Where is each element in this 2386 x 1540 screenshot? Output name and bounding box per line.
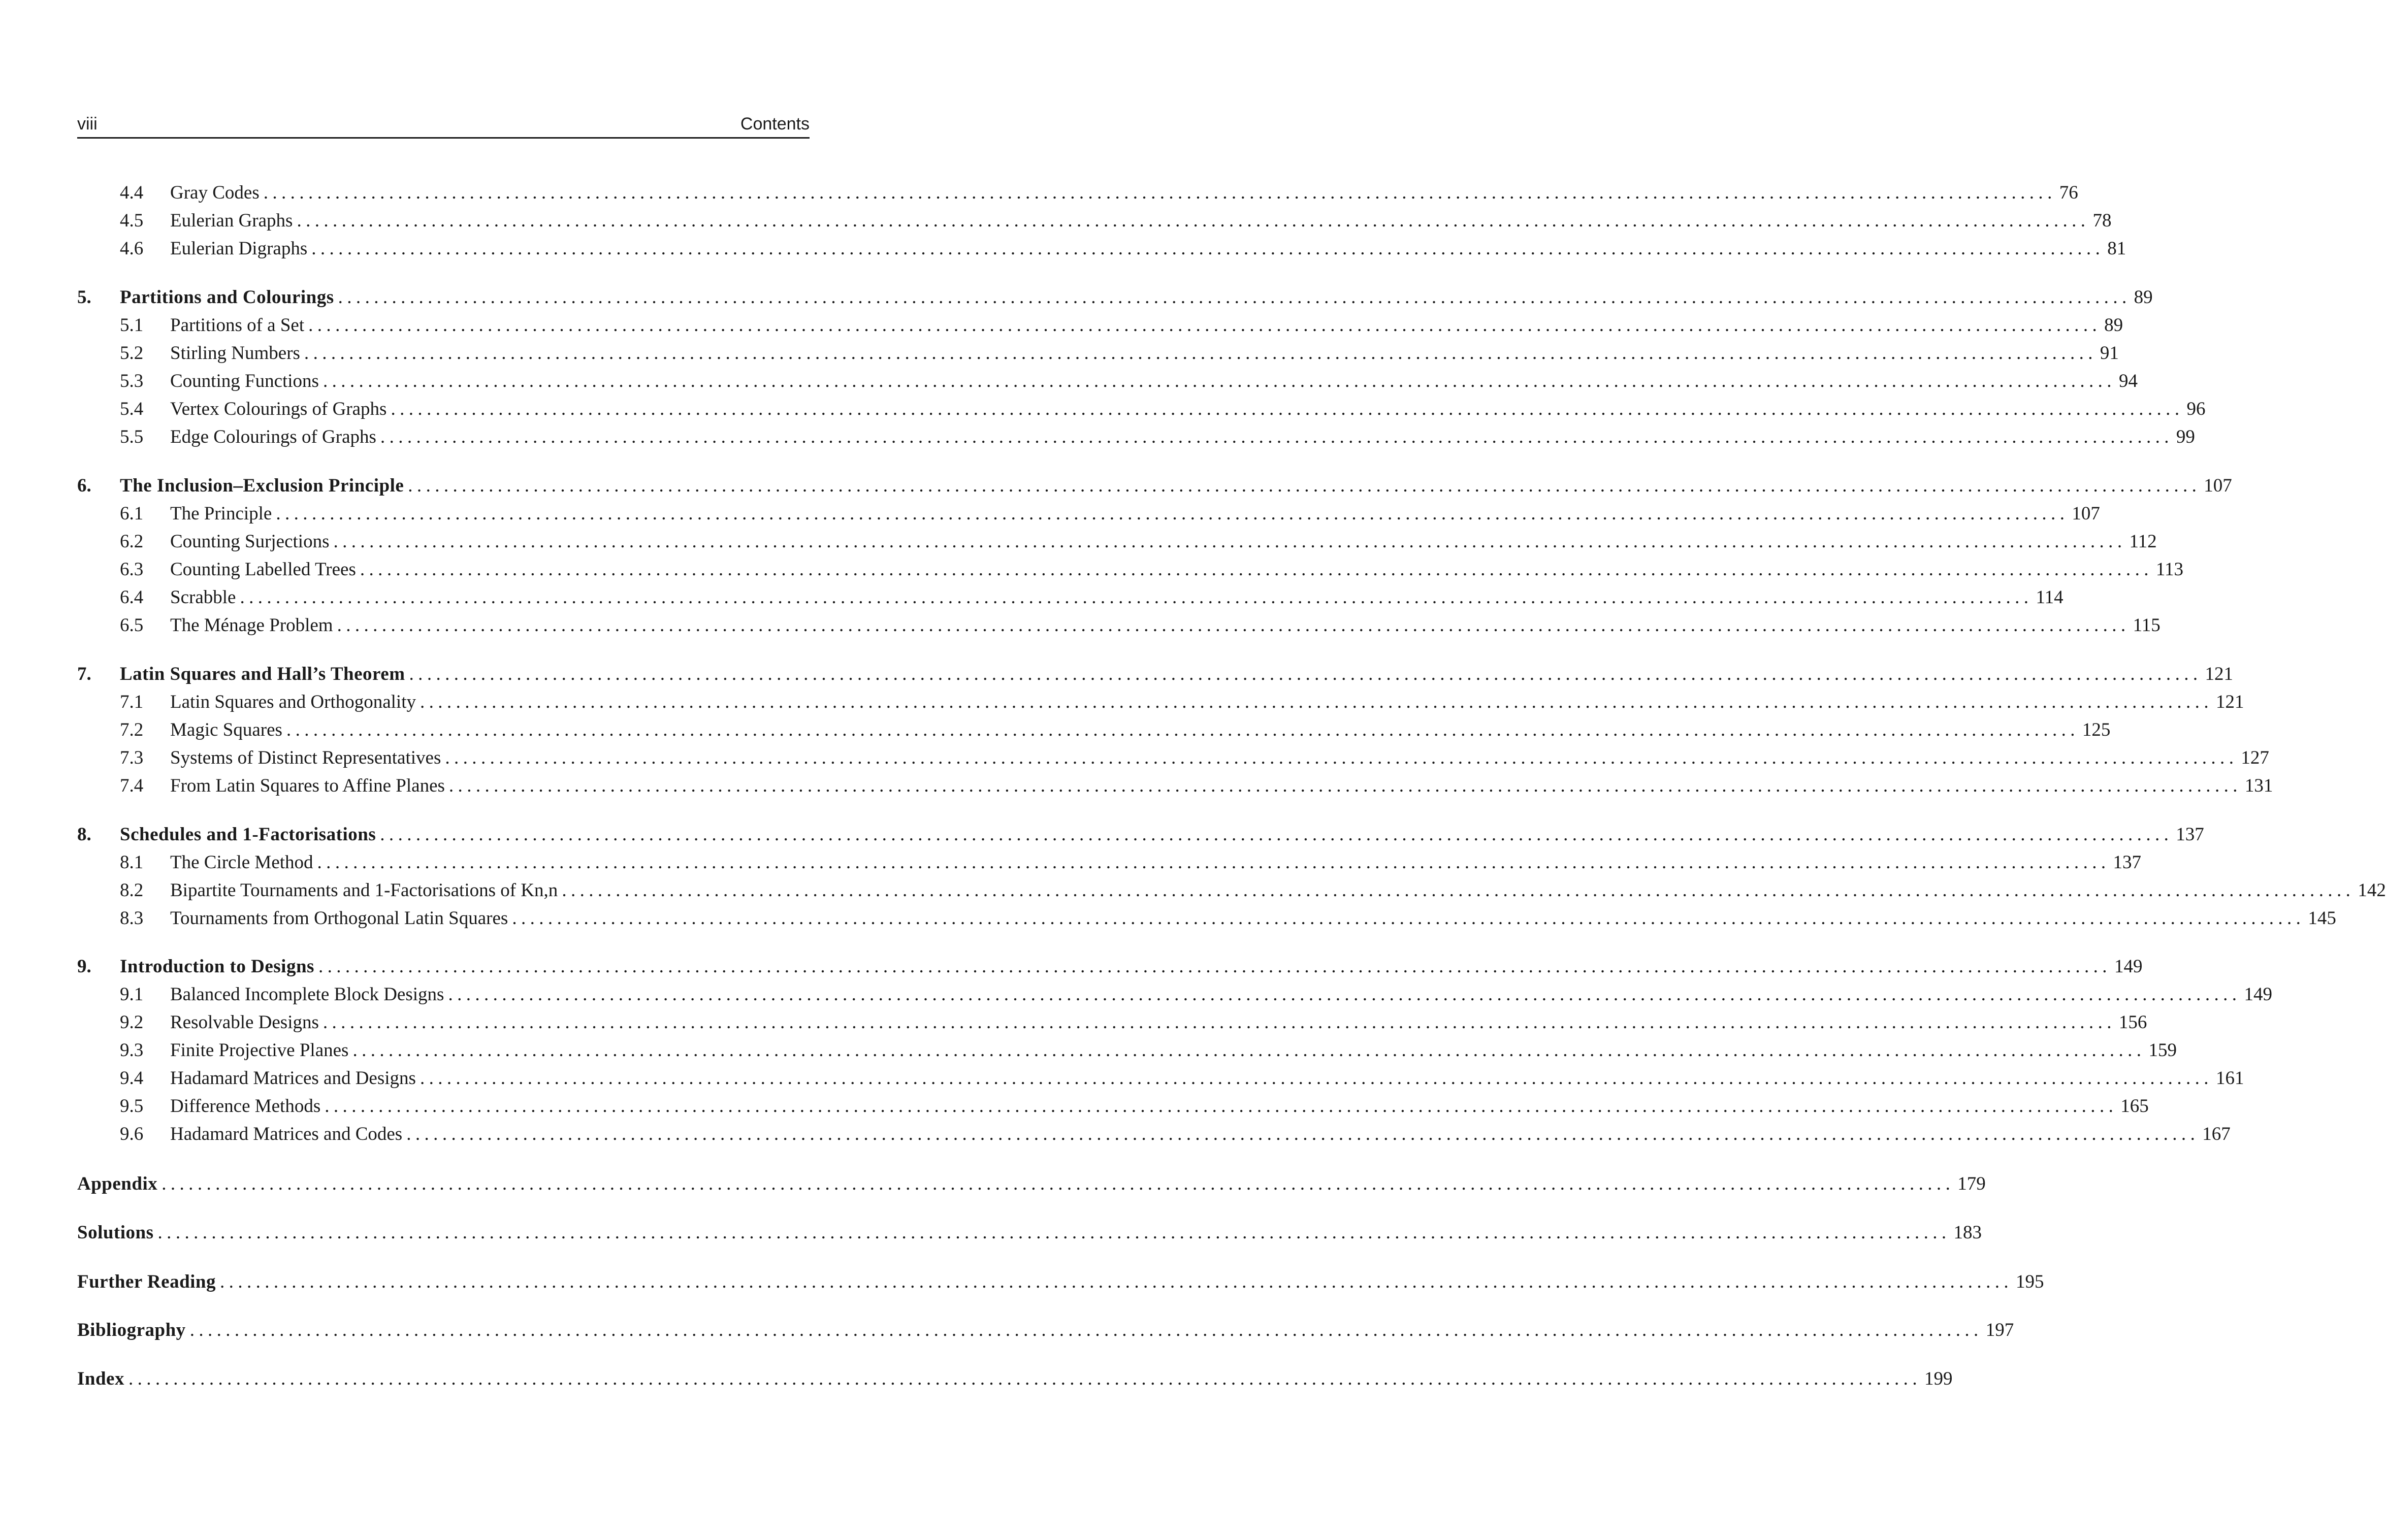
toc-entry-page-number: 127 bbox=[2241, 747, 2269, 768]
toc-entry-leader-line bbox=[170, 876, 2386, 904]
dot-leader: ........................................................................................................................................................................................................ bbox=[323, 1012, 2116, 1033]
toc-section-entry[interactable] bbox=[0, 235, 2126, 263]
toc-backmatter-entry[interactable] bbox=[0, 1316, 2014, 1344]
toc-section-entry[interactable] bbox=[0, 876, 2386, 904]
dot-leader: ........................................................................................................................................................................................................ bbox=[420, 692, 2213, 712]
toc-backmatter-entry[interactable] bbox=[0, 1219, 1982, 1247]
toc-entry-title: Gray Codes bbox=[170, 182, 260, 203]
toc-entry-title: Hadamard Matrices and Codes bbox=[170, 1124, 403, 1144]
toc-entry-leader-line bbox=[120, 821, 2204, 848]
toc-entry-leader-line bbox=[170, 555, 2184, 583]
toc-entry-number: 9. bbox=[77, 956, 91, 977]
dot-leader: ........................................................................................................................................................................................................ bbox=[445, 747, 2238, 768]
toc-entry-number: 6.1 bbox=[120, 503, 144, 524]
dot-leader: ........................................................................................................................................................................................................ bbox=[286, 719, 2079, 740]
toc-entry-number: 5.4 bbox=[120, 399, 144, 419]
toc-entry-title: Bibliography bbox=[77, 1320, 186, 1340]
dot-leader: ........................................................................................................................................................................................................ bbox=[220, 1271, 2013, 1292]
toc-entry-title: Hadamard Matrices and Designs bbox=[170, 1068, 416, 1089]
toc-entry-leader-line bbox=[170, 904, 2336, 932]
toc-entry-page-number: 179 bbox=[1957, 1173, 1986, 1194]
toc-chapter-entry[interactable] bbox=[0, 472, 2232, 500]
toc-section-entry[interactable] bbox=[0, 339, 2119, 367]
toc-entry-number: 6.5 bbox=[120, 615, 144, 636]
toc-section-entry[interactable] bbox=[0, 583, 2063, 611]
toc-section-entry[interactable] bbox=[0, 500, 2100, 528]
toc-entry-title: Scrabble bbox=[170, 587, 236, 608]
toc-entry-title: Eulerian Graphs bbox=[170, 210, 293, 231]
toc-backmatter-entry[interactable] bbox=[0, 1365, 1953, 1393]
toc-entry-page-number: 165 bbox=[2120, 1096, 2149, 1117]
running-title: Contents bbox=[740, 114, 810, 134]
toc-entry-number: 5.5 bbox=[120, 427, 144, 447]
toc-entry-page-number: 137 bbox=[2113, 852, 2142, 873]
dot-leader: ........................................................................................................................................................................................................ bbox=[297, 210, 2090, 231]
toc-section-entry[interactable] bbox=[0, 980, 2272, 1008]
dot-leader: ........................................................................................................................................................................................................ bbox=[391, 399, 2184, 419]
toc-entry-number: 4.4 bbox=[120, 182, 144, 203]
toc-entry-number: 6.4 bbox=[120, 587, 144, 608]
toc-entry-number: 5.1 bbox=[120, 315, 144, 336]
toc-entry-page-number: 159 bbox=[2148, 1040, 2177, 1061]
running-head bbox=[77, 113, 810, 137]
toc-entry-title: Counting Labelled Trees bbox=[170, 559, 356, 580]
toc-entry-number: 9.6 bbox=[120, 1124, 144, 1144]
dot-leader: ........................................................................................................................................................................................................ bbox=[409, 664, 2202, 684]
toc-entry-title: Further Reading bbox=[77, 1271, 216, 1292]
toc-chapter-entry[interactable] bbox=[0, 660, 2234, 688]
toc-entry-number: 7.1 bbox=[120, 692, 144, 712]
toc-entry-page-number: 149 bbox=[2244, 984, 2272, 1005]
toc-entry-title: Schedules and 1-Factorisations bbox=[120, 824, 376, 845]
toc-entry-leader-line bbox=[170, 367, 2138, 395]
toc-entry-number: 5.3 bbox=[120, 371, 144, 391]
toc-entry-leader-line bbox=[170, 311, 2123, 339]
toc-section-entry[interactable] bbox=[0, 772, 2273, 800]
toc-entry-page-number: 99 bbox=[2176, 427, 2195, 447]
toc-entry-title: From Latin Squares to Affine Planes bbox=[170, 775, 445, 796]
toc-entry-title: The Circle Method bbox=[170, 852, 313, 873]
toc-entry-leader-line bbox=[77, 1219, 1982, 1247]
toc-entry-number: 6.3 bbox=[120, 559, 144, 580]
toc-entry-leader-line bbox=[170, 772, 2273, 800]
toc-entry-page-number: 145 bbox=[2308, 908, 2336, 929]
dot-leader: ........................................................................................................................................................................................................ bbox=[311, 238, 2105, 259]
toc-entry-title: Edge Colourings of Graphs bbox=[170, 427, 376, 447]
toc-entry-page-number: 89 bbox=[2104, 315, 2123, 336]
dot-leader: ........................................................................................................................................................................................................ bbox=[333, 531, 2126, 552]
toc-section-entry[interactable] bbox=[0, 367, 2138, 395]
toc-section-entry[interactable] bbox=[0, 744, 2269, 772]
toc-entry-page-number: 107 bbox=[2072, 503, 2100, 524]
toc-entry-number: 6.2 bbox=[120, 531, 144, 552]
dot-leader: ........................................................................................................................................................................................................ bbox=[189, 1320, 1983, 1340]
toc-entry-leader-line bbox=[170, 583, 2063, 611]
toc-section-entry[interactable] bbox=[0, 1120, 2231, 1148]
toc-entry-number: 7.4 bbox=[120, 775, 144, 796]
toc-section-entry[interactable] bbox=[0, 179, 2078, 207]
toc-entry-title: Partitions and Colourings bbox=[120, 287, 334, 308]
toc-entry-page-number: 195 bbox=[2016, 1271, 2044, 1292]
toc-entry-page-number: 107 bbox=[2204, 475, 2232, 496]
page-folio: viii bbox=[77, 114, 98, 134]
toc-entry-leader-line bbox=[170, 179, 2078, 207]
toc-chapter-entry[interactable] bbox=[0, 283, 2153, 311]
toc-section-entry[interactable] bbox=[0, 555, 2184, 583]
toc-entry-leader-line bbox=[170, 1092, 2149, 1120]
toc-entry-number: 8. bbox=[77, 824, 91, 845]
toc-entry-leader-line bbox=[170, 395, 2206, 423]
dot-leader: ........................................................................................................................................................................................................ bbox=[380, 427, 2173, 447]
dot-leader: ........................................................................................................................................................................................................ bbox=[128, 1368, 1921, 1389]
toc-entry-page-number: 114 bbox=[2036, 587, 2063, 608]
toc-entry-page-number: 115 bbox=[2133, 615, 2161, 636]
toc-entry-number: 8.2 bbox=[120, 880, 144, 901]
toc-entry-title: Counting Functions bbox=[170, 371, 319, 391]
toc-entry-leader-line bbox=[170, 1120, 2231, 1148]
toc-entry-page-number: 94 bbox=[2118, 371, 2138, 391]
toc-entry-number: 9.4 bbox=[120, 1068, 144, 1089]
toc-entry-title: Introduction to Designs bbox=[120, 956, 314, 977]
toc-section-entry[interactable] bbox=[0, 207, 2112, 235]
dot-leader: ........................................................................................................................................................................................................ bbox=[352, 1040, 2146, 1061]
toc-entry-page-number: 161 bbox=[2215, 1068, 2244, 1089]
dot-leader: ........................................................................................................................................................................................................ bbox=[304, 343, 2097, 364]
toc-entry-number: 7.2 bbox=[120, 719, 144, 740]
toc-entry-number: 4.6 bbox=[120, 238, 144, 259]
dot-leader: ........................................................................................................................................................................................................ bbox=[308, 315, 2102, 336]
toc-entry-number: 9.2 bbox=[120, 1012, 144, 1033]
toc-entry-page-number: 96 bbox=[2186, 399, 2206, 419]
toc-entry-number: 4.5 bbox=[120, 210, 144, 231]
toc-chapter-entry[interactable] bbox=[0, 953, 2143, 980]
toc-chapter-entry[interactable] bbox=[0, 821, 2204, 848]
dot-leader: ........................................................................................................................................................................................................ bbox=[380, 824, 2173, 845]
toc-entry-page-number: 121 bbox=[2215, 692, 2244, 712]
dot-leader: ........................................................................................................................................................................................................ bbox=[512, 908, 2305, 929]
toc-section-entry[interactable] bbox=[0, 904, 2336, 932]
toc-entry-title: Systems of Distinct Representatives bbox=[170, 747, 441, 768]
toc-entry-page-number: 113 bbox=[2155, 559, 2184, 580]
dot-leader: ........................................................................................................................................................................................................ bbox=[263, 182, 2056, 203]
toc-backmatter-entry[interactable] bbox=[0, 1268, 2044, 1296]
dot-leader: ........................................................................................................................................................................................................ bbox=[276, 503, 2069, 524]
toc-entry-page-number: 197 bbox=[1985, 1320, 2014, 1340]
header-rule bbox=[77, 137, 810, 139]
toc-entry-title: Finite Projective Planes bbox=[170, 1040, 349, 1061]
toc-entry-title: The Ménage Problem bbox=[170, 615, 333, 636]
toc-entry-title: Latin Squares and Orthogonality bbox=[170, 692, 416, 712]
dot-leader: ........................................................................................................................................................................................................ bbox=[325, 1096, 2118, 1117]
toc-section-entry[interactable] bbox=[0, 1064, 2244, 1092]
toc-entry-page-number: 76 bbox=[2059, 182, 2078, 203]
toc-entry-title: Stirling Numbers bbox=[170, 343, 300, 364]
toc-section-entry[interactable] bbox=[0, 528, 2157, 555]
dot-leader: ........................................................................................................................................................................................................ bbox=[408, 475, 2201, 496]
toc-entry-page-number: 125 bbox=[2082, 719, 2111, 740]
toc-entry-number: 7.3 bbox=[120, 747, 144, 768]
toc-section-entry[interactable] bbox=[0, 611, 2161, 639]
toc-backmatter-entry[interactable] bbox=[0, 1170, 1986, 1198]
toc-entry-leader-line bbox=[120, 472, 2232, 500]
toc-entry-title: Counting Surjections bbox=[170, 531, 330, 552]
toc-entry-leader-line bbox=[170, 688, 2244, 716]
toc-entry-leader-line bbox=[77, 1316, 2014, 1344]
dot-leader: ........................................................................................................................................................................................................ bbox=[448, 775, 2242, 796]
dot-leader: ........................................................................................................................................................................................................ bbox=[157, 1222, 1951, 1243]
toc-entry-page-number: 78 bbox=[2092, 210, 2112, 231]
toc-entry-number: 5. bbox=[77, 287, 91, 308]
toc-section-entry[interactable] bbox=[0, 423, 2195, 451]
toc-section-entry[interactable] bbox=[0, 1036, 2177, 1064]
toc-entry-leader-line bbox=[120, 953, 2143, 980]
toc-entry-title: Magic Squares bbox=[170, 719, 282, 740]
toc-entry-title: Bipartite Tournaments and 1-Factorisations of Kn,n bbox=[170, 880, 558, 901]
toc-entry-leader-line bbox=[120, 283, 2153, 311]
toc-entry-number: 9.3 bbox=[120, 1040, 144, 1061]
toc-entry-title: Vertex Colourings of Graphs bbox=[170, 399, 387, 419]
toc-entry-leader-line bbox=[170, 207, 2112, 235]
toc-entry-title: Index bbox=[77, 1368, 124, 1389]
toc-entry-page-number: 156 bbox=[2118, 1012, 2147, 1033]
toc-entry-leader-line bbox=[170, 528, 2157, 555]
dot-leader: ........................................................................................................................................................................................................ bbox=[337, 615, 2130, 636]
toc-section-entry[interactable] bbox=[0, 395, 2206, 423]
dot-leader: ........................................................................................................................................................................................................ bbox=[323, 371, 2116, 391]
toc-entry-number: 7. bbox=[77, 664, 91, 684]
toc-entry-leader-line bbox=[170, 1064, 2244, 1092]
toc-entry-leader-line bbox=[170, 611, 2161, 639]
toc-entry-page-number: 81 bbox=[2107, 238, 2126, 259]
toc-section-entry[interactable] bbox=[0, 688, 2244, 716]
toc-section-entry[interactable] bbox=[0, 1008, 2147, 1036]
toc-entry-leader-line bbox=[170, 235, 2126, 263]
toc-entry-page-number: 137 bbox=[2176, 824, 2204, 845]
toc-entry-page-number: 142 bbox=[2358, 880, 2386, 901]
dot-leader: ........................................................................................................................................................................................................ bbox=[406, 1124, 2200, 1144]
toc-entry-title: The Principle bbox=[170, 503, 272, 524]
toc-entry-number: 9.1 bbox=[120, 984, 144, 1005]
toc-entry-page-number: 91 bbox=[2100, 343, 2119, 364]
toc-entry-page-number: 89 bbox=[2134, 287, 2153, 308]
dot-leader: ........................................................................................................................................................................................................ bbox=[338, 287, 2131, 308]
dot-leader: ........................................................................................................................................................................................................ bbox=[360, 559, 2153, 580]
toc-entry-leader-line bbox=[170, 744, 2269, 772]
toc-entry-number: 5.2 bbox=[120, 343, 144, 364]
toc-entry-number: 6. bbox=[77, 475, 91, 496]
toc-section-entry[interactable] bbox=[0, 311, 2123, 339]
dot-leader: ........................................................................................................................................................................................................ bbox=[162, 1173, 1955, 1194]
toc-section-entry[interactable] bbox=[0, 848, 2142, 876]
toc-entry-title: Partitions of a Set bbox=[170, 315, 305, 336]
toc-entry-leader-line bbox=[170, 1008, 2147, 1036]
dot-leader: ........................................................................................................................................................................................................ bbox=[318, 956, 2111, 977]
toc-entry-title: Eulerian Digraphs bbox=[170, 238, 308, 259]
toc-entry-title: The Inclusion–Exclusion Principle bbox=[120, 475, 404, 496]
toc-entry-leader-line bbox=[170, 848, 2142, 876]
toc-entry-number: 8.1 bbox=[120, 852, 144, 873]
toc-section-entry[interactable] bbox=[0, 716, 2111, 744]
toc-entry-title: Solutions bbox=[77, 1222, 154, 1243]
toc-entry-leader-line bbox=[170, 1036, 2177, 1064]
toc-entry-title: Resolvable Designs bbox=[170, 1012, 319, 1033]
toc-entry-leader-line bbox=[170, 423, 2195, 451]
toc-entry-page-number: 112 bbox=[2129, 531, 2157, 552]
toc-entry-page-number: 183 bbox=[1953, 1222, 1982, 1243]
toc-entry-leader-line bbox=[170, 500, 2100, 528]
toc-entry-leader-line bbox=[120, 660, 2234, 688]
toc-entry-title: Balanced Incomplete Block Designs bbox=[170, 984, 444, 1005]
toc-entry-page-number: 199 bbox=[1924, 1368, 1953, 1389]
dot-leader: ........................................................................................................................................................................................................ bbox=[317, 852, 2110, 873]
toc-entry-page-number: 167 bbox=[2202, 1124, 2231, 1144]
toc-entry-leader-line bbox=[77, 1268, 2044, 1296]
toc-entry-leader-line bbox=[77, 1365, 1953, 1393]
toc-entry-title: Tournaments from Orthogonal Latin Squares bbox=[170, 908, 508, 929]
toc-entry-page-number: 131 bbox=[2244, 775, 2273, 796]
toc-entry-leader-line bbox=[77, 1170, 1986, 1198]
toc-entry-title: Difference Methods bbox=[170, 1096, 321, 1117]
dot-leader: ........................................................................................................................................................................................................ bbox=[448, 984, 2241, 1005]
dot-leader: ........................................................................................................................................................................................................ bbox=[562, 880, 2355, 901]
toc-entry-leader-line bbox=[170, 339, 2119, 367]
toc-entry-leader-line bbox=[170, 716, 2111, 744]
toc-entry-title: Latin Squares and Hall’s Theorem bbox=[120, 664, 405, 684]
toc-entry-leader-line bbox=[170, 980, 2272, 1008]
toc-entry-page-number: 149 bbox=[2114, 956, 2143, 977]
dot-leader: ........................................................................................................................................................................................................ bbox=[240, 587, 2033, 608]
dot-leader: ........................................................................................................................................................................................................ bbox=[420, 1068, 2213, 1089]
toc-entry-page-number: 121 bbox=[2205, 664, 2234, 684]
toc-section-entry[interactable] bbox=[0, 1092, 2149, 1120]
toc-entry-number: 9.5 bbox=[120, 1096, 144, 1117]
toc-entry-title: Appendix bbox=[77, 1173, 158, 1194]
toc-entry-number: 8.3 bbox=[120, 908, 144, 929]
